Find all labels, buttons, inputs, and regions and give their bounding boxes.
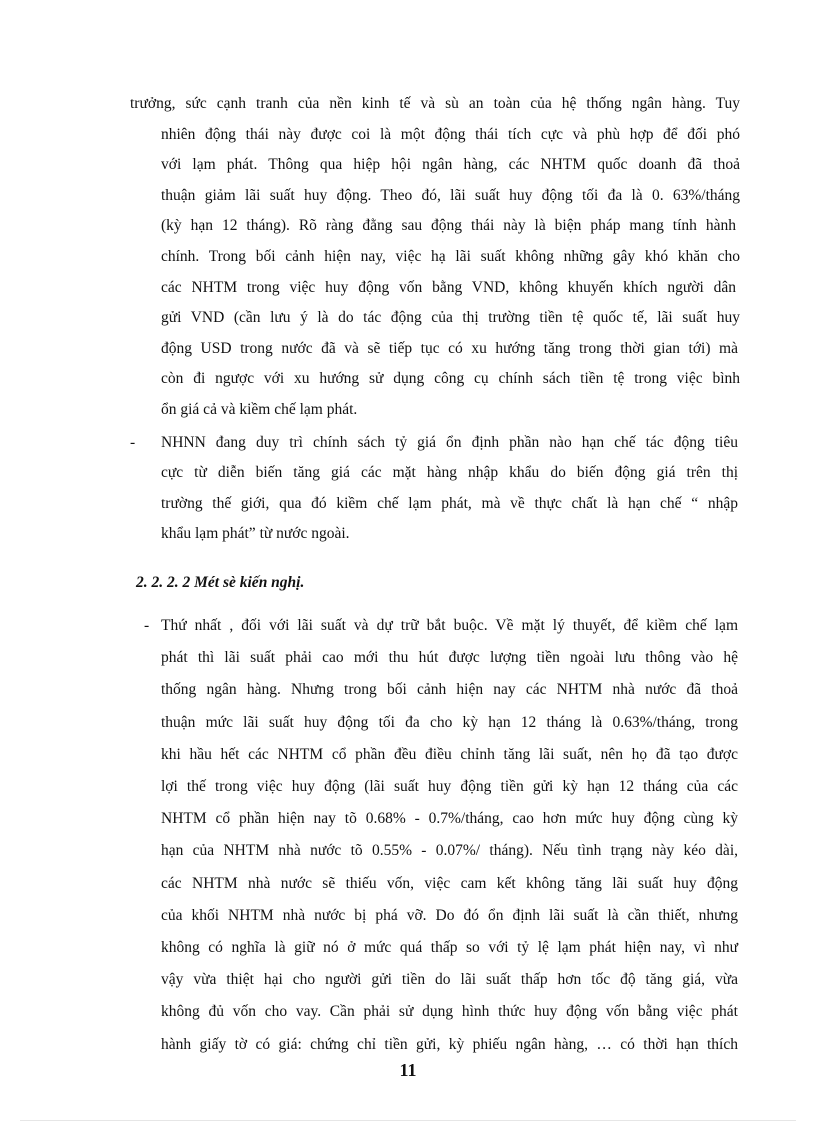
- text-line: thống ngân hàng. Nhưng trong bối cảnh hiện nay các NHTM nhà nước đã thoả: [161, 681, 738, 699]
- text-line: chính. Trong bối cảnh hiện nay, việc hạ lãi suất không những gây khó khăn cho: [161, 248, 740, 265]
- text-line: lợi thế trong việc huy động (lãi suất huy động tiền gửi kỳ hạn 12 tháng của các: [161, 778, 738, 795]
- text-line: khi hầu hết các NHTM cổ phần đều điều chỉnh tăng lãi suất, nên họ đã tạo được: [161, 745, 738, 763]
- text-line: còn đi ngược với xu hướng sử dụng công cụ chính sách tiền tệ trong việc bình: [161, 370, 740, 388]
- section-heading: 2. 2. 2. 2 Mét sè kiến nghị.: [136, 574, 305, 591]
- text-line: trưởng, sức cạnh tranh của nền kinh tế và sù an toàn của hệ thống ngân hàng. Tuy: [130, 95, 740, 112]
- text-line: phát thì lãi suất phải cao mới thu hút được lượng tiền ngoài lưu thông vào hệ: [161, 649, 738, 667]
- text-line: nhiên động thái này được coi là một động thái tích cực và phù hợp để đối phó: [161, 125, 740, 143]
- text-line: khẩu lạm phát” từ nước ngoài.: [161, 525, 350, 543]
- text-line: (kỳ hạn 12 tháng). Rõ ràng đằng sau động thái này là biện pháp mang tính hành: [161, 217, 736, 235]
- text-line: ổn giá cả và kiềm chế lạm phát.: [161, 401, 358, 418]
- page-bottom-divider: [20, 1120, 796, 1121]
- text-line: hạn của NHTM nhà nước tõ 0.55% - 0.07%/ tháng). Nếu tình trạng này kéo dài,: [161, 842, 738, 860]
- text-line: hành giấy tờ có giá: chứng chỉ tiền gửi, kỳ phiếu ngân hàng, … có thời hạn thích: [161, 1035, 738, 1053]
- text-line: các NHTM trong việc huy động vốn bằng VND, không khuyến khích người dân: [161, 278, 736, 296]
- text-line: động USD trong nước đã và sẽ tiếp tục có xu hướng tăng trong thời gian tới) mà: [161, 339, 738, 357]
- text-line: gửi VND (cần lưu ý là do tác động của thị trường tiền tệ quốc tế, lãi suất huy: [161, 309, 740, 327]
- text-line: thuận giảm lãi suất huy động. Theo đó, lãi suất huy động tối đa là 0. 63%/tháng: [161, 186, 740, 204]
- text-line: thuận mức lãi suất huy động tối đa cho kỳ hạn 12 tháng là 0.63%/tháng, trong: [161, 713, 738, 731]
- text-line: với lạm phát. Thông qua hiệp hội ngân hàng, các NHTM quốc doanh đã thoả: [161, 156, 740, 174]
- text-line: các NHTM nhà nước sẽ thiếu vốn, việc cam kết không tăng lãi suất huy động: [161, 874, 738, 892]
- page-number: 11: [399, 1060, 417, 1080]
- bullet-dash: -: [144, 617, 150, 634]
- bullet-dash: -: [130, 433, 136, 451]
- text-line: của khối NHTM nhà nước bị phá vỡ. Do đó ổn định lãi suất là cần thiết, nhưng: [161, 906, 738, 924]
- text-line: không có nghĩa là giữ nó ở mức quá thấp so với tỷ lệ lạm phát hiện nay, vì như: [161, 939, 738, 956]
- text-line: không đủ vốn cho vay. Cần phải sử dụng hình thức huy động vốn bằng việc phát: [161, 1003, 738, 1021]
- text-line: NHTM cổ phần hiện nay tõ 0.68% - 0.7%/tháng, cao hơn mức huy động cùng kỳ: [161, 810, 738, 828]
- text-line: Thứ nhất , đối với lãi suất và dự trữ bắt buộc. Về mặt lý thuyết, để kiềm chế lạm: [161, 617, 738, 634]
- text-line: vậy vừa thiệt hại cho người gửi tiền do lãi suất thấp hơn tốc độ tăng giá, vừa: [161, 971, 738, 989]
- text-line: cực từ diễn biến tăng giá các mặt hàng nhập khẩu do biến động giá trên thị: [161, 464, 738, 482]
- text-line: trường thế giới, qua đó kiềm chế lạm phát, mà về thực chất là hạn chế “ nhập: [161, 494, 738, 512]
- text-line: NHNN đang duy trì chính sách tỷ giá ổn định phần nào hạn chế tác động tiêu: [161, 433, 738, 451]
